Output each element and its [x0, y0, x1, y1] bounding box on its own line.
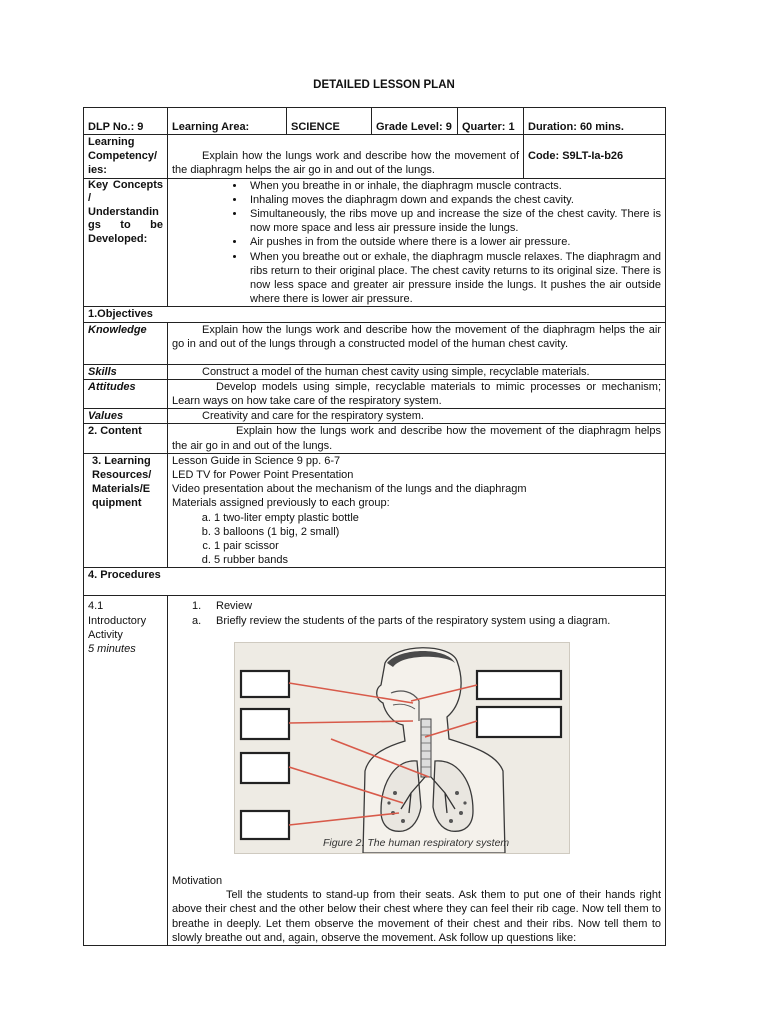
learning-area-label: Learning Area: [168, 108, 287, 135]
procedures-heading: 4. Procedures [84, 568, 666, 596]
duration: Duration: 60 mins. [524, 108, 666, 135]
key-concepts-row [84, 178, 666, 307]
knowledge-label: Knowledge [84, 322, 168, 364]
key-concept-item: • Inhaling moves the diaphragm down and expands the chest cavity. [246, 193, 661, 207]
attitudes-row [84, 379, 666, 408]
review-list [172, 599, 661, 627]
key-concepts-cell [168, 178, 666, 307]
objectives-heading-row [84, 307, 666, 322]
skills-row [84, 364, 666, 379]
material-item: a. 1 two-liter empty plastic bottle [214, 511, 661, 525]
respiratory-diagram [235, 643, 569, 853]
values-row [84, 409, 666, 424]
material-item: c. 1 pair scissor [214, 539, 661, 553]
competency-text [168, 135, 524, 179]
review-heading [192, 599, 661, 613]
lesson-plan-table [83, 107, 666, 946]
attitudes-cell [168, 379, 666, 408]
content-row [84, 424, 666, 453]
dlp-no: DLP No.: 9 [84, 108, 168, 135]
quarter: Quarter: 1 [458, 108, 524, 135]
review-marker: 1. [192, 600, 202, 613]
knowledge-cell [168, 322, 666, 364]
material-item: d. 5 rubber bands [214, 553, 661, 567]
values-label: Values [84, 409, 168, 424]
learning-area-value: SCIENCE [287, 108, 372, 135]
key-concept-item: • When you breathe in or inhale, the diaphragm muscle contracts. [246, 179, 661, 193]
step-time: 5 minutes [88, 643, 136, 656]
skills-label: Skills [84, 364, 168, 379]
competency-row [84, 135, 666, 179]
header-row [84, 108, 666, 135]
content-text: Explain how the lungs work and describe how the movement of the diaphragm helps the air go in and out of the lungs. [172, 425, 661, 452]
motivation-section [172, 874, 661, 945]
values-cell [168, 409, 666, 424]
competency-label: Learning Competency/ ies: [84, 135, 168, 179]
resources-cell [168, 453, 666, 568]
review-title: Review [216, 600, 253, 613]
key-concept-item: • When you breathe out or exhale, the diaphragm muscle relaxes. The diaphragm and ribs return to their original place. The chest cavity returns to its original size. There is now less space and greater air pressure inside the lungs. It pushes the air outside where there is lower air pressure. [246, 250, 661, 307]
content-label: 2. Content [84, 424, 168, 453]
attitudes-text: Develop models using simple, recyclable materials to mimic processes or mechanism; Learn ways on how take care of the respiratory system. [172, 380, 661, 408]
respiratory-system-figure [234, 642, 570, 854]
knowledge-row [84, 322, 666, 364]
step-name: Introductory Activity [88, 614, 147, 641]
procedures-heading-row [84, 568, 666, 596]
resource-line: Lesson Guide in Science 9 pp. 6-7 [172, 454, 341, 467]
step-number: 4.1 [88, 600, 104, 613]
resources-row [84, 453, 666, 568]
review-item [192, 614, 661, 628]
skills-text: Construct a model of the human chest cavity using simple, recyclable materials. [202, 365, 590, 378]
resources-label: 3. Learning Resources/ Materials/E quipment [84, 453, 168, 568]
resource-line: Materials assigned previously to each group: [172, 497, 390, 510]
resource-line: LED TV for Power Point Presentation [172, 469, 354, 482]
document-title: DETAILED LESSON PLAN [313, 79, 455, 91]
skills-cell [168, 364, 666, 379]
resource-line: Video presentation about the mechanism of the lungs and the diaphragm [172, 483, 527, 496]
procedures-row [84, 596, 666, 945]
key-concepts-list [168, 179, 661, 307]
attitudes-label: Attitudes [84, 379, 168, 408]
competency-text-body: Explain how the lungs work and describe how the movement of the diaphragm helps the air go in and out of the lungs. [172, 150, 519, 177]
competency-code: Code: S9LT-Ia-b26 [524, 135, 666, 179]
key-concepts-label: Key Concepts / Understandin gs to be Developed: [84, 178, 168, 307]
figure-caption: Figure 2. The human respiratory system [323, 836, 510, 849]
materials-list [172, 511, 661, 568]
values-text: Creativity and care for the respiratory system. [202, 410, 424, 423]
objectives-heading: 1.Objectives [84, 307, 666, 322]
grade-level: Grade Level: 9 [372, 108, 458, 135]
motivation-title: Motivation [172, 874, 223, 887]
material-item: b. 3 balloons (1 big, 2 small) [214, 525, 661, 539]
key-concept-item: • Simultaneously, the ribs move up and increase the size of the chest cavity. There is now more space and less air pressure inside the lungs. [246, 207, 661, 235]
knowledge-text: Explain how the lungs work and describe how the movement of the diaphragm helps the air go in and out of the lungs through a constructed model of the human chest cavity. [172, 323, 661, 350]
procedure-step-label [84, 596, 168, 945]
content-cell [168, 424, 666, 453]
review-item-text: Briefly review the students of the parts of the respiratory system using a diagram. [216, 614, 611, 627]
procedure-step-content [168, 596, 666, 945]
review-item-marker: a. [192, 614, 202, 627]
key-concept-item: • Air pushes in from the outside where there is a lower air pressure. [246, 235, 661, 249]
motivation-text: Tell the students to stand-up from their seats. Ask them to put one of their hands right above their chest and the other below their chest where they can feel their rib cage. Now tell them to breathe in deeply. Let them observe the movement of their chest and their ribs. Now tell them to slowly breathe out and, again, observe the movement. Ask follow up questions like: [172, 889, 661, 944]
